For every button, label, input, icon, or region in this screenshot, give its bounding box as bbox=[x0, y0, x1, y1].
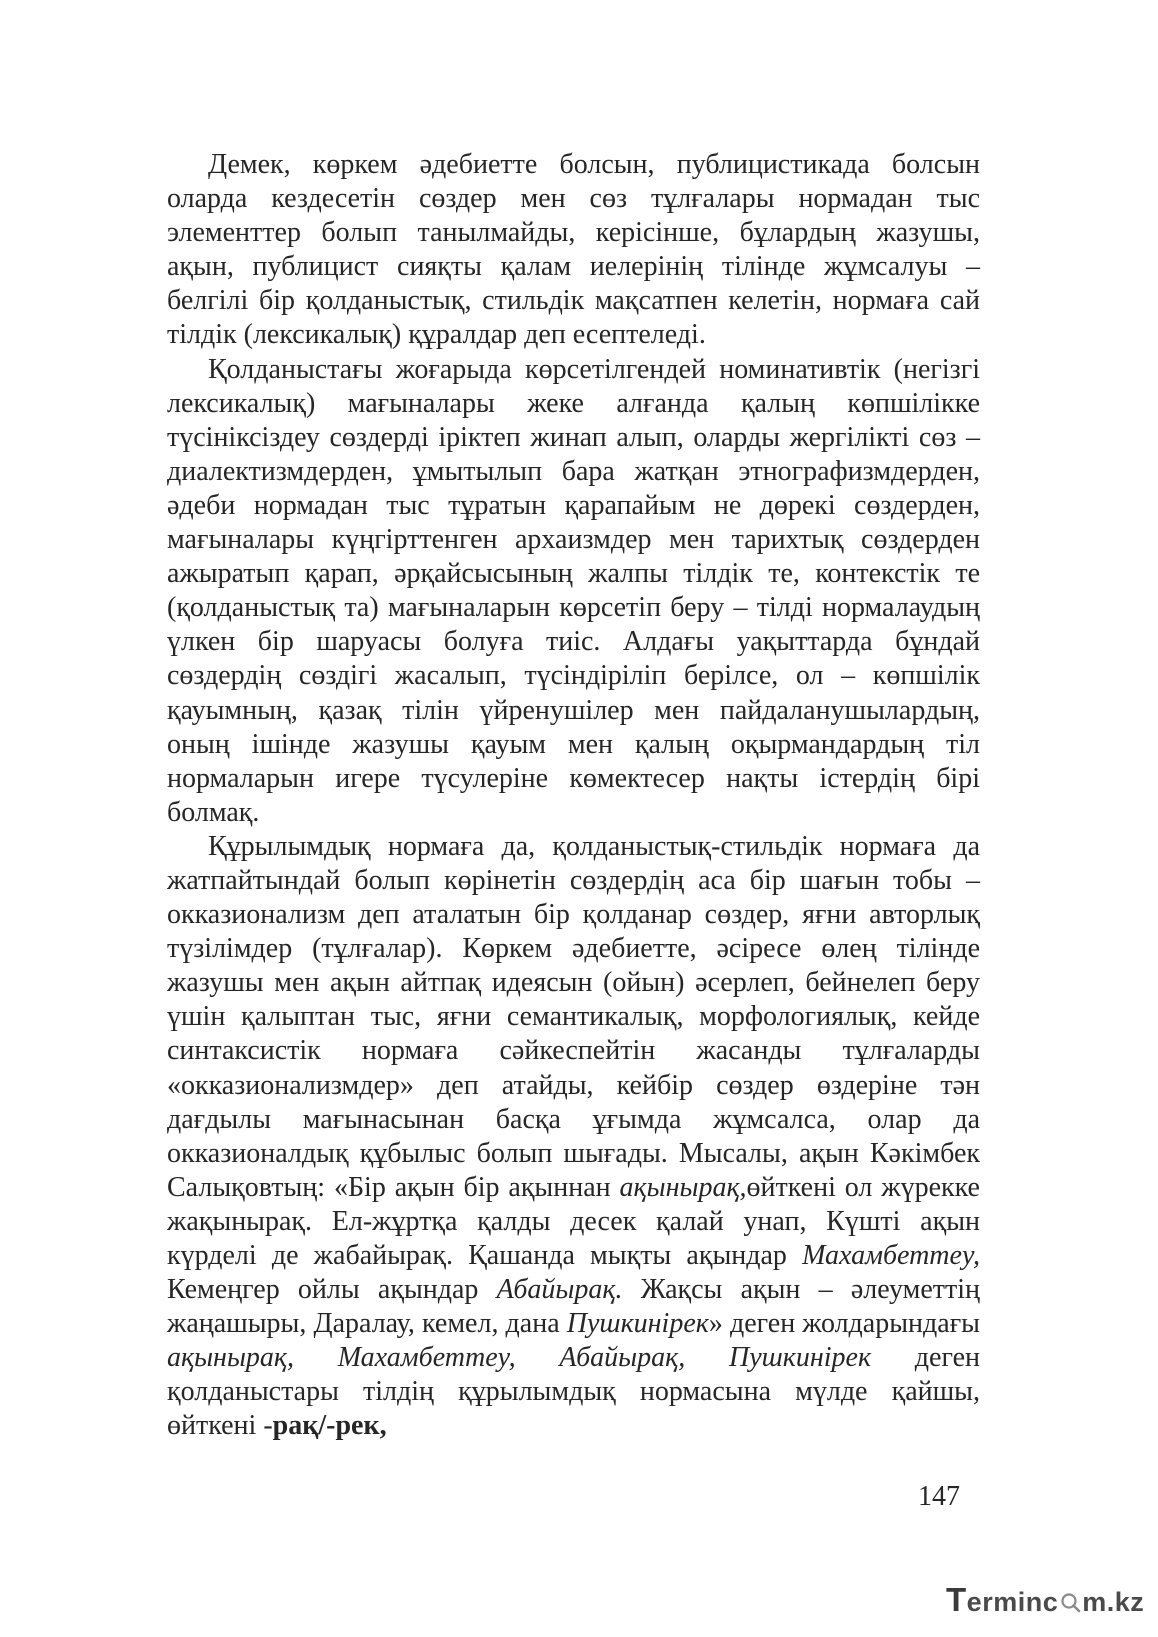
bold-text: рақ/-рек, bbox=[272, 1410, 387, 1442]
paragraph-text: деген қолданыстары тілдің құрылымдық нормасына мүлде қайшы, өйткені - bbox=[167, 1342, 981, 1442]
magnifier-icon bbox=[1059, 1591, 1081, 1613]
paragraph-text: Құрылымдық нормаға да, қолданыстық-стильдік нормаға да жатпайтындай болып көрінетін сөздердің аса бір шағын тобы – окказионализм деп аталатын бір қолданар сөздер, яғни авторлық түзілімдер (тұлғалар). Көркем әдебиетте, әсіресе өлең тілінде жазушы мен ақын айтпақ идеясын (ойын) әсерлеп, бейнелеп беру үшін қалыптан тыс, яғни семантикалық, морфологиялық, кейде синтаксистік нормаға сәйкеспейтін жасанды тұлғаларды «окказионализмдер» деп атайды, кейбір сөздер өздеріне тән дағдылы мағынасынан басқа ұғымда жұмсалса, олар да окказионалдық құбылыс болып шығады. Мысалы, ақын Кәкімбек Салықовтың: «Бір ақын бір ақыннан bbox=[167, 830, 980, 1203]
italic-text: Пушкинірек bbox=[566, 1308, 709, 1340]
italic-text: Абайырақ. bbox=[496, 1274, 623, 1306]
paragraph bbox=[167, 830, 980, 1444]
watermark-first-letter: T bbox=[946, 1581, 967, 1618]
italic-text: ақынырақ, bbox=[619, 1171, 747, 1203]
italic-text: ақынырақ, Махамбеттеу, Абайырақ, Пушкинірек bbox=[167, 1342, 872, 1374]
body-text bbox=[167, 148, 980, 1444]
watermark-text-part2: m.kz bbox=[1082, 1587, 1145, 1617]
paragraph bbox=[167, 353, 980, 830]
paragraph-text: Қолданыстағы жоғарыда көрсетілгендей номинативтік (негізгі лексикалық) мағыналары жеке алғанда қалың көпшілікке түсініксіздеу сөздерді іріктеп жинап алып, оларды жергілікті сөз – диалектизмдерден, ұмытылып бара жатқан этнографизмдерден, әдеби нормадан тыс тұратын қарапайым не дөрекі сөздерден, мағыналары күңгірттенген архаизмдер мен тарихтық сөздерден ажыратып қарап, әрқайсысының жалпы тілдік те, контекстік те (қолданыстық та) мағыналарын көрсетіп беру – тілді нормалаудың үлкен бір шаруасы болуға тиіс. Алдағы уақыттарда бұндай сөздердің сөздігі жасалып, түсіндіріліп берілсе, ол – көпшілік қауымның, қазақ тілін үйренушілер мен пайдаланушылардың, оның ішінде жазушы қауым мен қалың оқырмандардың тіл нормаларын игере түсулеріне көмектесер нақты істердің бірі болмақ. bbox=[167, 353, 980, 828]
paragraph-text: Демек, көркем әдебиетте болсын, публицистикада болсын оларда кездесетін сөздер мен сөз тұлғалары нормадан тыс элементтер болып танылмайды, керісінше, бұлардың жазушы, ақын, публицист сияқты қалам иелерінің тілінде жұмсалуы – белгілі бір қолданыстық, стильдік мақсатпен келетін, нормаға сай тілдік (лексикалық) құралдар деп есептеледі. bbox=[167, 149, 980, 351]
paragraph-text: өйткені ол жүрекке жақынырақ. Ел-жұртқа қалды десек қалай унап, Күшті ақын күрделі де жабайырақ. Қашанда мықты ақындар bbox=[167, 1171, 980, 1271]
italic-text: Махамбеттеу, bbox=[802, 1240, 980, 1271]
paragraph bbox=[167, 148, 980, 353]
paragraph-text: Кемеңгер ойлы ақындар bbox=[167, 1274, 497, 1306]
watermark-text-part1: erminc bbox=[966, 1587, 1059, 1617]
page-number: 147 bbox=[918, 1481, 960, 1512]
paragraph-text: » деген жолдарындағы bbox=[708, 1308, 980, 1340]
paragraph-text: Жақсы ақын – әлеуметтің жаңашыры, Даралау, кемел, дана bbox=[167, 1274, 981, 1340]
watermark-logo bbox=[946, 1580, 1145, 1620]
